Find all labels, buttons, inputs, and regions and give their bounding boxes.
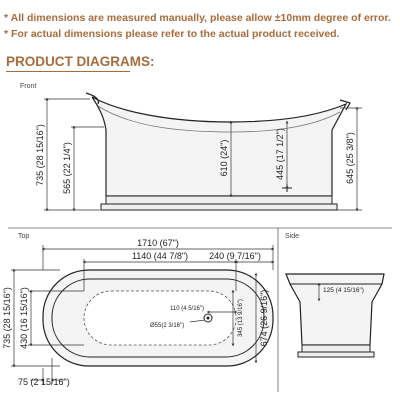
front-inner-depth-label: 610 (24") — [219, 139, 229, 177]
front-overall-height-label: 735 (28 15/16") — [35, 124, 45, 186]
top-overall-width-label: 735 (28 15/16") — [2, 287, 12, 349]
front-tub-outline — [86, 93, 350, 210]
top-end-length-label: 240 (9 7/16") — [209, 251, 261, 261]
disclaimer-note: * All dimensions are measured manually, please allow ±10mm degree of error. — [4, 12, 391, 24]
top-overall-length-label: 1710 (67") — [137, 238, 179, 248]
reference-note: * For actual dimensions please refer to the actual product received. — [4, 28, 340, 40]
top-inner-width-label: 430 (16 15/16") — [19, 287, 29, 349]
side-foot-label: 125 (4 15/16") — [323, 287, 364, 294]
front-back-height-label: 565 (22 1/4") — [62, 142, 72, 194]
side-view-label: Side — [285, 233, 300, 240]
section-heading: PRODUCT DIAGRAMS: — [6, 54, 155, 69]
front-end-height-label: 645 (25 3/8") — [345, 132, 355, 184]
top-base-width-label: 674 (26 9/16") — [259, 289, 269, 347]
top-inner-length-label: 1140 (44 7/8") — [131, 251, 189, 261]
top-view-label: Top — [18, 233, 30, 240]
top-drain-to-wall-label: 345 (13 9/16") — [238, 299, 244, 337]
top-drain-diameter-label: Ø55(2 3/16") — [150, 323, 185, 329]
front-view-label: Front — [20, 83, 37, 90]
front-drain-height-label: 445 (17 1/2") — [275, 128, 285, 180]
top-drain-offset-label: 110 (4 5/16") — [169, 306, 205, 312]
top-rim-width-label: 75 (2 15/16") — [18, 377, 70, 387]
